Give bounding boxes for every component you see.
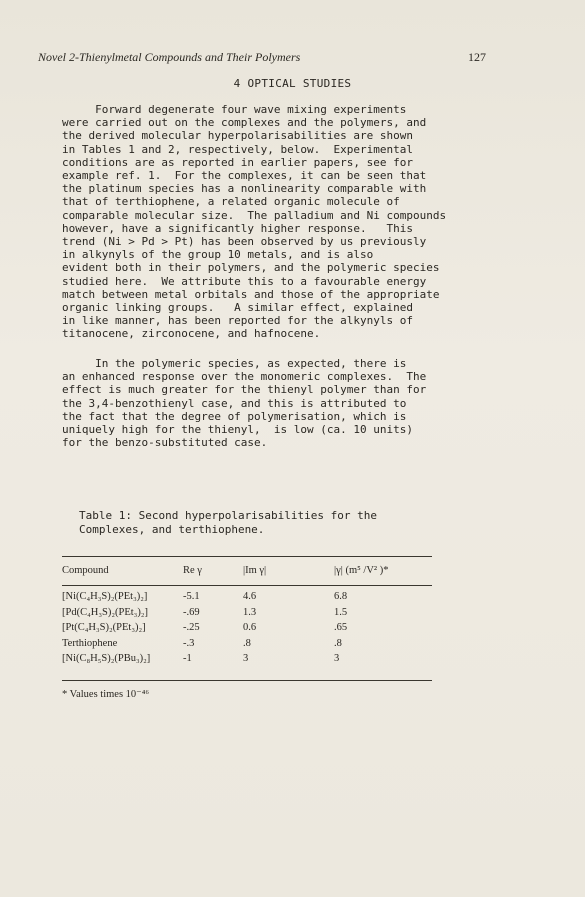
table-caption	[79, 509, 377, 537]
text-line: effect is much greater for the thienyl polymer than for	[62, 383, 427, 397]
text-line: studied here. We attribute this to a favourable energy	[62, 274, 427, 288]
table-cell-compound: [Pd(C₄H₃S)₂(PEt₃)₂]	[62, 606, 148, 618]
table-cell-abs-gamma: 6.8	[334, 591, 348, 602]
page-number: 127	[468, 50, 486, 64]
text-line: in alkynyls of the group 10 metals, and is also	[62, 248, 374, 262]
table-cell-abs-gamma: 3	[334, 653, 340, 664]
table-header-im: |Im γ|	[243, 565, 267, 576]
table-cell-im-gamma: 0.6	[243, 622, 257, 633]
paragraph-2	[62, 357, 502, 449]
table-cell-re-gamma: -.25	[183, 622, 200, 633]
table-bottom-rule	[62, 680, 432, 681]
text-line: the 3,4-benzothienyl case, and this is attributed to	[62, 396, 407, 410]
table-cell-re-gamma: -.3	[183, 637, 195, 649]
table-footnote: * Values times 10⁻⁴⁶	[62, 689, 150, 700]
text-line: in Tables 1 and 2, respectively, below. Experimental	[62, 142, 413, 156]
table-header-abs: |γ| (m⁵ /V² )*	[334, 565, 389, 576]
text-line: for the benzo-substituted case.	[62, 436, 268, 450]
text-line: however, have a significantly higher response. This	[62, 221, 413, 235]
paragraph-1	[62, 103, 502, 341]
table-cell-im-gamma: 3	[243, 653, 249, 664]
table-cell-abs-gamma: 1.5	[334, 606, 348, 618]
table-top-rule	[62, 556, 432, 557]
text-line: example ref. 1. For the complexes, it can be seen that	[62, 169, 427, 183]
text-line: evident both in their polymers, and the polymeric species	[62, 261, 440, 275]
table-cell-compound: [Ni(C₄H₃S)₂(PEt₃)₂]	[62, 591, 148, 602]
text-line: trend (Ni > Pd > Pt) has been observed by us previously	[62, 235, 427, 249]
table-header-compound: Compound	[62, 565, 109, 576]
table-cell-re-gamma: -1	[183, 653, 192, 664]
text-line: Forward degenerate four wave mixing experiments	[62, 103, 407, 116]
table-cell-re-gamma: -5.1	[183, 591, 200, 602]
table-cell-compound: [Pt(C₄H₃S)₂(PEt₃)₂]	[62, 622, 146, 633]
text-line: match between metal orbitals and those of the appropriate	[62, 287, 440, 301]
text-line: organic linking groups. A similar effect, explained	[62, 301, 413, 315]
table-cell-abs-gamma: .65	[334, 622, 348, 633]
table-header-re: Re γ	[183, 565, 202, 576]
text-line: the derived molecular hyperpolarisabilities are shown	[62, 129, 413, 143]
table-cell-abs-gamma: .8	[334, 637, 342, 649]
section-heading: 4 OPTICAL STUDIES	[233, 77, 352, 90]
table-caption-line-1: Table 1: Second hyperpolarisabilities for the	[79, 509, 378, 522]
table-header-rule	[62, 585, 432, 586]
text-line: in like manner, has been reported for the alkynyls of	[62, 314, 413, 328]
table-cell-re-gamma: -.69	[183, 606, 200, 618]
text-line: uniquely high for the thienyl, is low (ca. 10 units)	[62, 423, 413, 437]
text-line: were carried out on the complexes and the polymers, and	[62, 116, 427, 130]
table-cell-compound: Terthiophene	[62, 637, 118, 649]
text-line: that of terthiophene, a related organic molecule of	[62, 195, 400, 209]
text-line: In the polymeric species, as expected, there is	[62, 357, 407, 370]
table-caption-line-2: Complexes, and terthiophene.	[79, 523, 265, 536]
text-line: conditions are as reported in earlier papers, see for	[62, 155, 413, 169]
table-cell-compound: [Ni(C₈H₅S)₂(PBu₃)₂]	[62, 653, 151, 664]
table-cell-im-gamma: 1.3	[243, 606, 257, 618]
text-line: an enhanced response over the monomeric complexes. The	[62, 370, 427, 384]
text-line: the platinum species has a nonlinearity comparable with	[62, 182, 427, 196]
table-cell-im-gamma: .8	[243, 637, 251, 649]
text-line: comparable molecular size. The palladium and Ni compounds	[62, 208, 447, 222]
text-line: titanocene, zirconocene, and hafnocene.	[62, 327, 321, 341]
table-cell-im-gamma: 4.6	[243, 591, 257, 602]
running-title: Novel 2-Thienylmetal Compounds and Their Polymers	[38, 50, 301, 64]
text-line: the fact that the degree of polymerisation, which is	[62, 409, 407, 423]
